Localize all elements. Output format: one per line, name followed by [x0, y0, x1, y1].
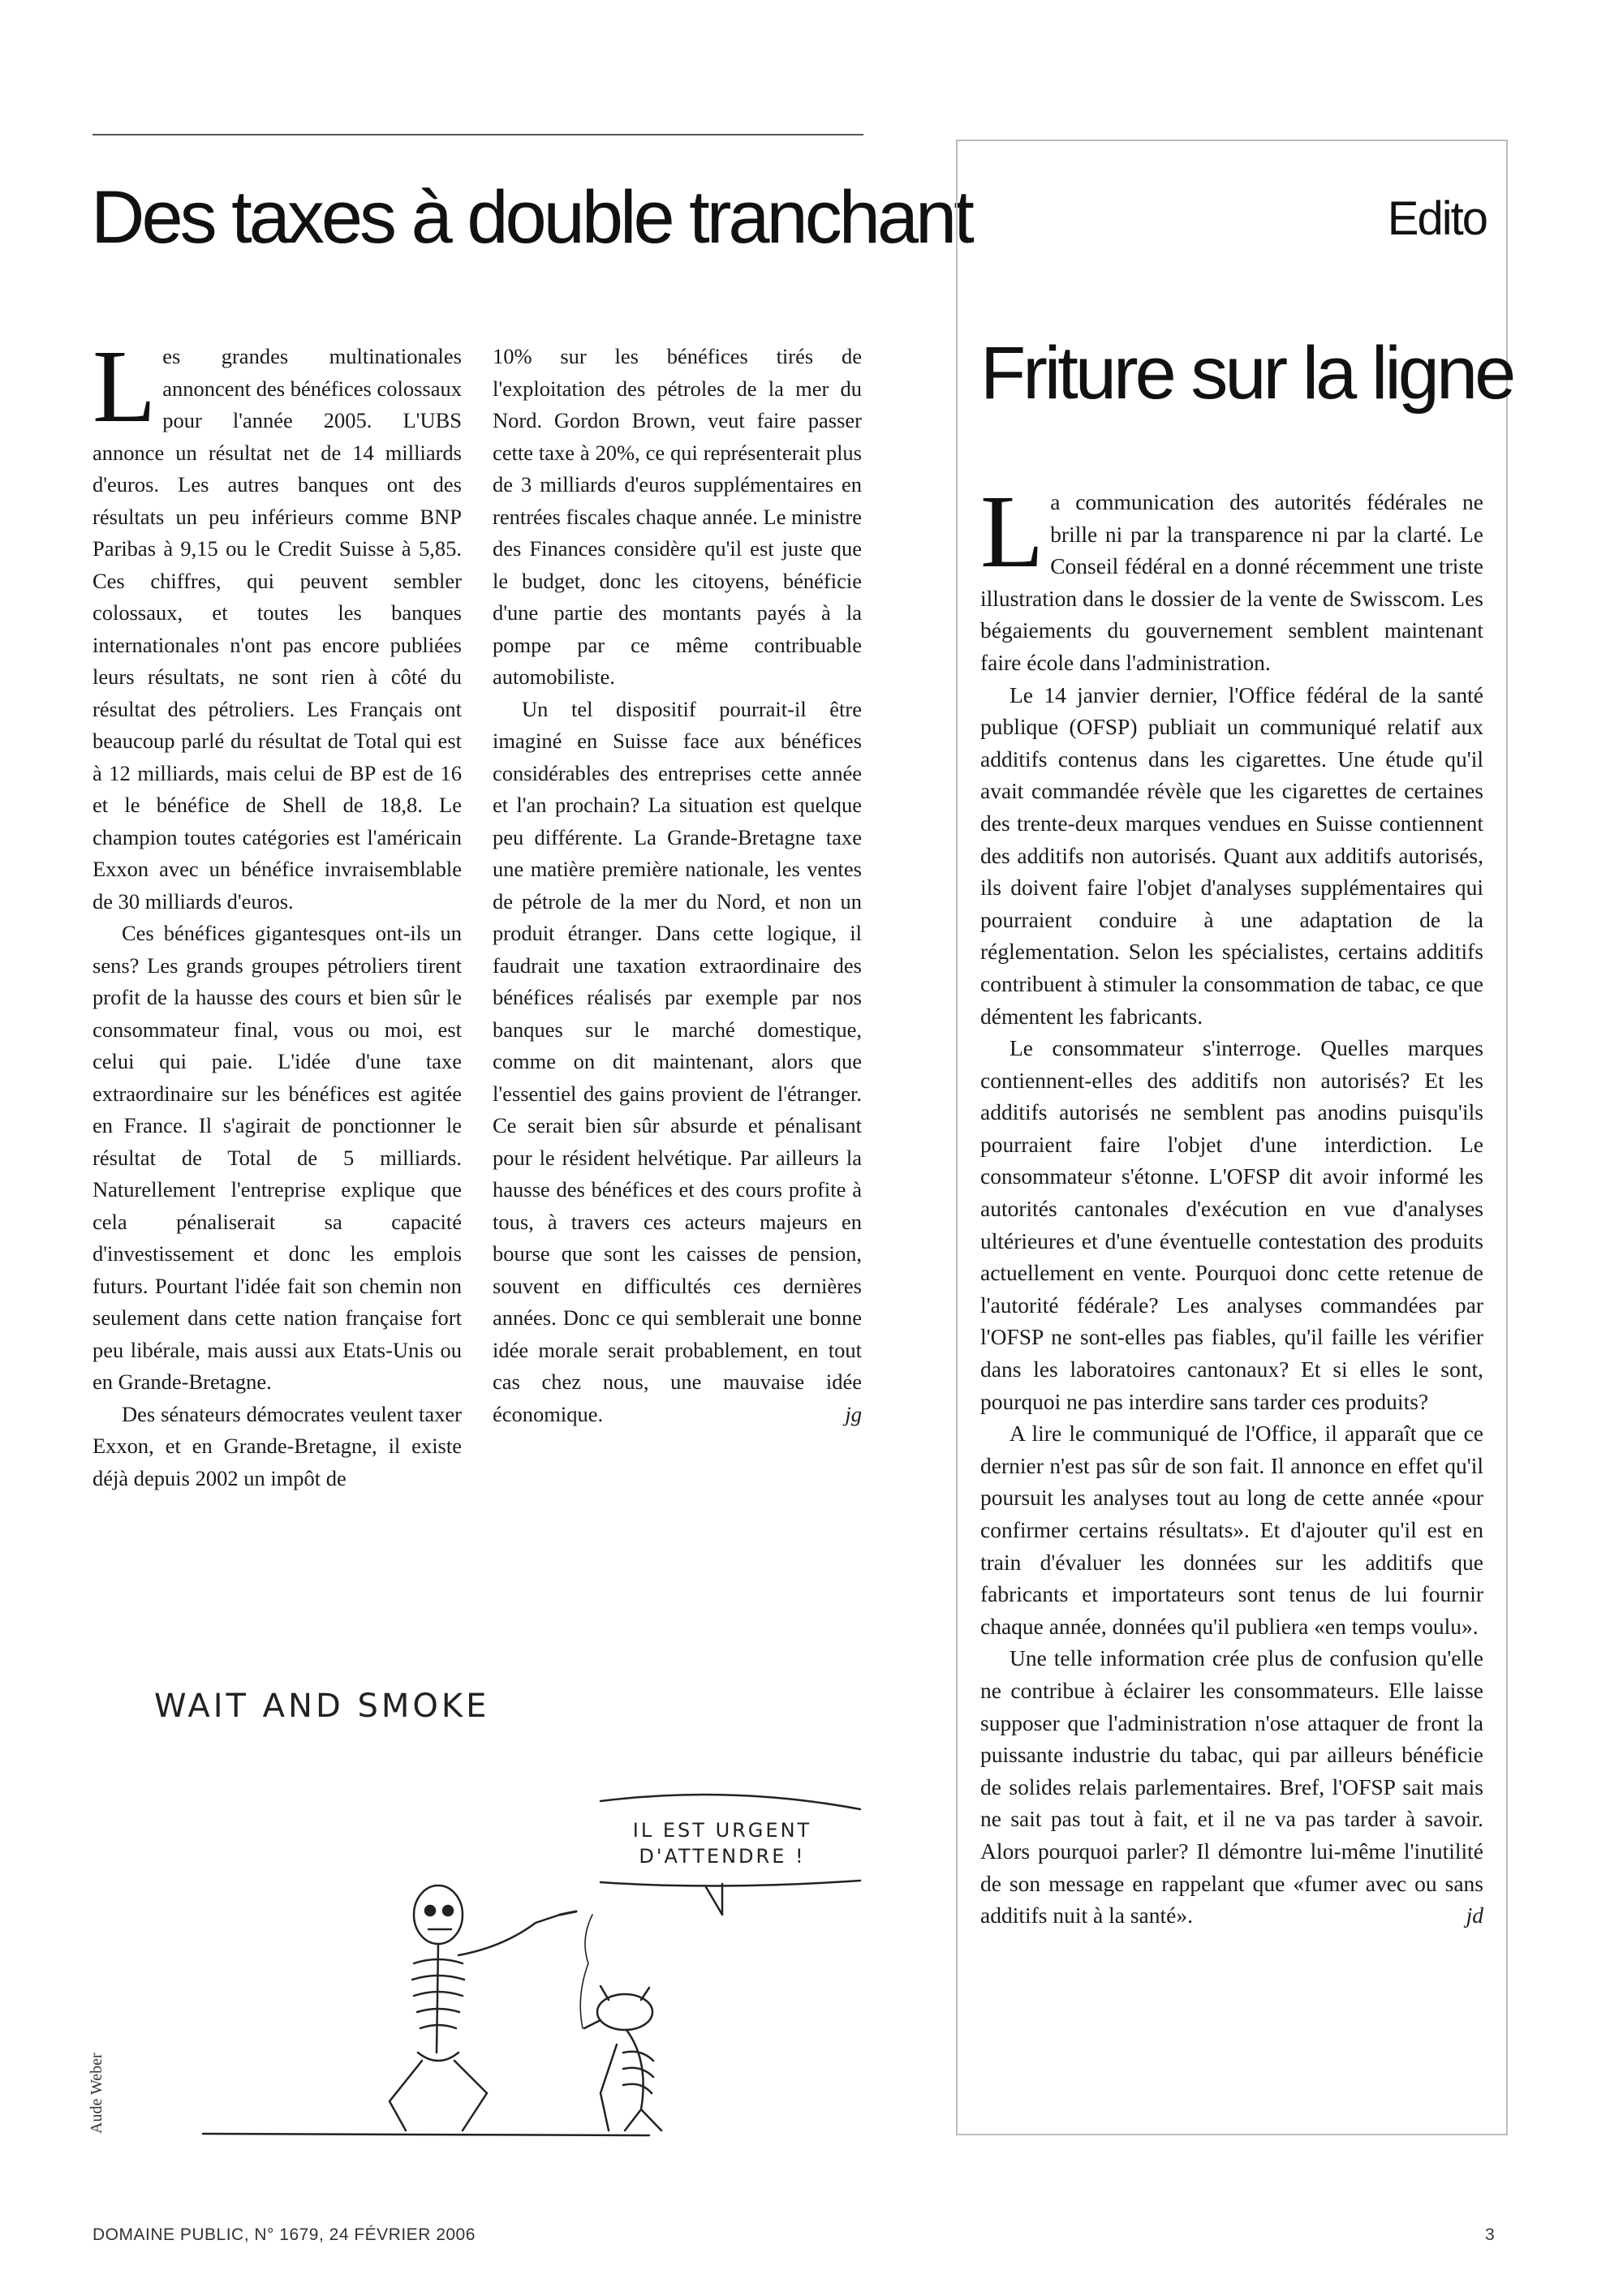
- article-paragraph-3-continued: 10% sur les bénéfices tirés de l'exploitation des pétroles de la mer du Nord. Gordon Brown, veut faire passer cette taxe à 20%, ce qui représenterait plus de 3 milliards d'euros supplémentaires en rentrées fiscales chaque année. Le ministre des Finances considère qu'il est juste que le budget, donc les citoyens, bénéficie d'une partie des montants payés à la pompe par ce même contribuable automobiliste.: [493, 344, 862, 689]
- top-rule: [93, 134, 863, 135]
- article-title: Des taxes à double tranchant: [91, 176, 971, 259]
- edito-paragraph-5: Une telle information crée plus de confusion qu'elle ne contribue à éclairer les consommateurs. Elle laisse supposer que l'administration n'ose attaquer de front la puissante industrie du tabac, qui par ailleurs bénéficie de solides relais parlementaires. Bref, l'OFSP sait mais ne sait pas tout à fait, et il ne va pas tarder à savoir. Alors pourquoi parler? Il démontre lui-même l'inutilité de son message en rappelant que «fumer avec ou sans additifs nuit à la santé». jd: [980, 1642, 1483, 1931]
- article-paragraph-1: Les grandes multinationales annoncent des bénéfices colossaux pour l'année 2005. L'UBS annonce un résultat net de 14 milliards d'euros. Les autres banques ont des résultats un peu inférieurs comme BNP Paribas à 9,15 ou le Credit Suisse à 5,85. Ces chiffres, qui peuvent sembler colossaux, et toutes les banques internationales n'ont pas encore publiées leurs résultats, ne sont rien à côté du résultat des pétroliers. Les Français ont beaucoup parlé du résultat de Total qui est à 12 milliards, mais celui de BP est de 16 et le bénéfice de Shell de 18,8. Le champion toutes catégories est l'américain Exxon avec un bénéfice invraisemblable de 30 milliards d'euros.: [93, 329, 462, 914]
- ground-line: [203, 2134, 649, 2135]
- edito-signature: jd: [1466, 1903, 1483, 1928]
- dog-body: [601, 2030, 661, 2130]
- article-signature: jg: [845, 1401, 862, 1426]
- skeleton-legs: [390, 2053, 487, 2130]
- speech-bubble-text: IL EST URGENT D'ATTENDRE !: [632, 1819, 812, 1868]
- article-column-2: [493, 341, 862, 1430]
- edito-paragraph-3: Le consommateur s'interroge. Quelles marques contiennent-elles des additifs non autorisés? Et les additifs autorisés ne semblent pas anodins puisqu'ils pourraient faire l'objet d'une interdiction. Le consommateur s'étonne. L'OFSP dit avoir informé les autorités cantonales d'exécution en vue d'analyses ultérieures et d'une éventuelle contestation des produits actuellement en vente. Pourquoi donc cette retenue de l'autorité fédérale? Les analyses commandées par l'OFSP ne sont-elles pas fiables, qu'il faille les vérifier dans les laboratoires cantonaux? Et si elles le sont, pourquoi ne pas interdire sans tarder ces produits?: [980, 1035, 1483, 1414]
- article-paragraph-2: Ces bénéfices gigantesques ont-ils un sens? Les grands groupes pétroliers tirent profit de la hausse des cours et bien sûr le consommateur final, vous ou moi, est celui qui paie. L'idée d'une taxe extraordinaire sur les bénéfices est agitée en France. Il s'agirait de ponctionner le résultat de Total de 5 milliards. Naturellement l'entreprise explique que cela pénaliserait sa capacité d'investissement et donc les emplois futurs. Pourtant l'idée fait son chemin non seulement dans cette nation française fort peu libérale, mais aussi aux Etats-Unis ou en Grande-Bretagne.: [93, 921, 462, 1394]
- edito-paragraph-1: La communication des autorités fédérales ne brille ni par la transparence ni par la clarté. Le Conseil fédéral en a donné récemment une triste illustration dans le dossier de la vente de Swisscom. Les bégaiements du gouvernement semblent maintenant faire école dans l'administration.: [980, 474, 1483, 675]
- edito-label: Edito: [1387, 192, 1487, 245]
- edito-title: Friture sur la ligne: [980, 332, 1513, 415]
- skeleton-skull: [414, 1885, 463, 1944]
- article-paragraph-3: Des sénateurs démocrates veulent taxer Exxon, et en Grande-Bretagne, il existe déjà depuis 2002 un impôt de: [93, 1401, 462, 1490]
- footer-page-number: 3: [1485, 2225, 1495, 2244]
- article-paragraph-4: Un tel dispositif pourrait-il être imaginé en Suisse face aux bénéfices considérables des entreprises cette année et l'an prochain? La situation est quelque peu différente. La Grande-Bretagne taxe une matière première nationale, les ventes de pétrole de la mer du Nord, et non un produit étranger. Dans cette logique, il faudrait une taxation extraordinaire des bénéfices réalisés par exemple par nos banques sur le marché domestique, comme on dit maintenant, alors que l'essentiel des gains provient de l'étranger. Ce serait bien sûr absurde et pénalisant pour le résident helvétique. Par ailleurs la hausse des bénéfices et des cours profite à tous, à travers ces acteurs majeurs en bourse que sont les caisses de pension, souvent en difficultés ces dernières années. Donc ce qui semblerait une bonne idée morale serait probablement, en tout cas chez nous, une mauvaise idée économique. jg: [493, 694, 862, 1431]
- article-dropcap: L: [93, 329, 157, 444]
- cartoon-title: WAIT AND SMOKE: [154, 1688, 490, 1725]
- edito-text: [980, 474, 1483, 1932]
- edito-box: [956, 140, 1513, 2135]
- skeleton-arm: [458, 1915, 560, 1955]
- edito-paragraph-2: Le 14 janvier dernier, l'Office fédéral de la santé publique (OFSP) publiait un communiqué relatif aux additifs contenus dans les cigarettes. Une étude qu'il avait commandée révèle que les cigarettes de certaines des trente-deux marques vendues en Suisse contiennent des additifs non autorisés. Quant aux additifs autorisés, ils doivent faire l'objet d'analyses supplémentaires qui pourraient conduire à une adaptation de la réglementation. Selon les spécialistes, certains additifs contribuent à stimuler la consommation de tabac, ce que démentent les fabricants.: [980, 681, 1483, 1029]
- edito-dropcap: L: [980, 474, 1044, 589]
- cartoon-drawing: [81, 1671, 893, 2174]
- dog-cigarette: [584, 2020, 601, 2028]
- edito-paragraph-4: A lire le communiqué de l'Office, il apparaît que ce dernier n'est pas sûr de son fait. Il annonce en effet qu'il poursuit les analyses tout au long de cette année «pour confirmer certains résultats». Et d'ajouter qu'il est en train d'évaluer les données sur les additifs que fabricants et importateurs sont tenus de lui fournir chaque année, données qu'il publiera «en temps voulu».: [980, 1421, 1483, 1639]
- dog-head: [597, 1994, 652, 2030]
- footer-publication: DOMAINE PUBLIC, N° 1679, 24 FÉVRIER 2006: [93, 2225, 476, 2244]
- article-column-1: [93, 329, 462, 1494]
- cartoon: [81, 1671, 893, 2174]
- artist-credit: Aude Weber: [88, 2053, 105, 2134]
